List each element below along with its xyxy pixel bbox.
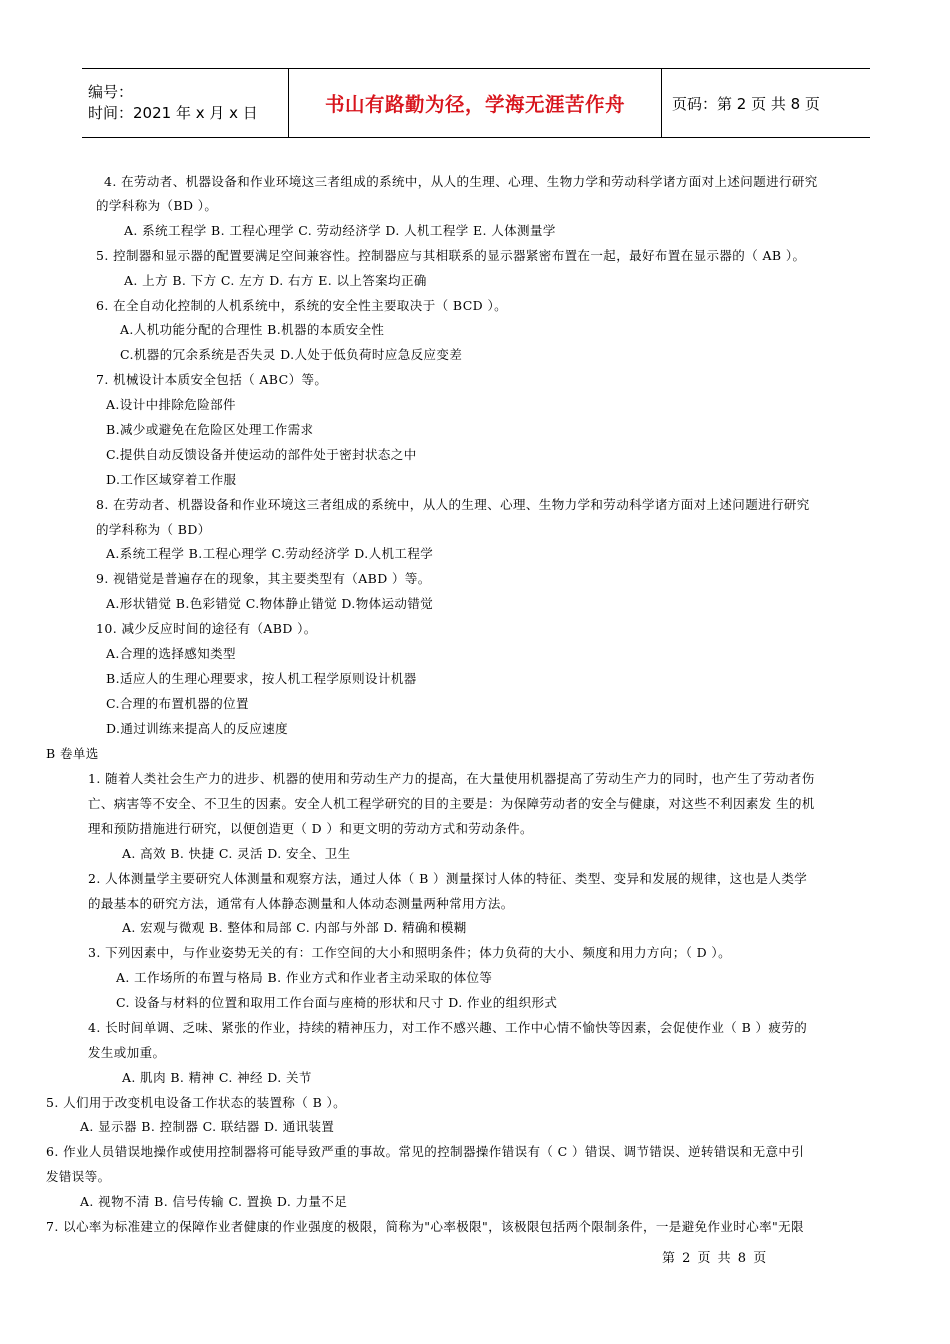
section-heading: B 卷单选 <box>46 746 99 761</box>
question-line: 4. 长时间单调、乏味、紧张的作业，持续的精神压力，对工作不感兴趣、工作中心情不愉快等因素，会促使作业（ B ）疲劳的 <box>88 1020 808 1035</box>
header-meta <box>82 69 288 137</box>
question-line: 7. 机械设计本质安全包括（ ABC）等。 <box>96 372 328 387</box>
question-line: 的最基本的研究方法，通常有人体静态测量和人体动态测量两种常用方法。 <box>88 896 514 911</box>
question-line: 的学科称为（BD ）。 <box>96 198 218 213</box>
question-line: 9. 视错觉是普遍存在的现象，其主要类型有（ABD ）等。 <box>96 571 431 586</box>
question-line: 理和预防措施进行研究，以便创造更（ D ）和更文明的劳动方式和劳动条件。 <box>88 821 533 836</box>
option-line: A.合理的选择感知类型 <box>106 646 236 661</box>
option-line: A. 视物不清 B. 信号传输 C. 置换 D. 力量不足 <box>80 1194 348 1209</box>
option-line: A.系统工程学 B.工程心理学 C.劳动经济学 D.人机工程学 <box>106 546 434 561</box>
page-footer: 第 2 页 共 8 页 <box>662 1251 768 1266</box>
document-date: 时间：2021 年 x 月 x 日 <box>88 104 258 122</box>
option-line: D.通过训练来提高人的反应速度 <box>106 721 289 736</box>
question-line: 2. 人体测量学主要研究人体测量和观察方法，通过人体（ B ）测量探讨人体的特征、类型、变异和发展的规律，这也是人类学 <box>88 871 808 886</box>
option-line: A. 高效 B. 快捷 C. 灵活 D. 安全、卫生 <box>122 846 351 861</box>
header-motto: 书山有路勤为径，学海无涯苦作舟 <box>288 69 662 137</box>
question-line: 亡、病害等不安全、不卫生的因素。安全人机工程学研究的目的主要是：为保障劳动者的安全与健康，对这些不利因素发 生的机 <box>88 796 815 811</box>
question-line: 4. 在劳动者、机器设备和作业环境这三者组成的系统中，从人的生理、心理、生物力学和劳动科学诸方面对上述问题进行研究 <box>104 174 818 189</box>
header-page-number: 页码：第 2 页 共 8 页 <box>672 94 820 113</box>
option-line: C.机器的冗余系统是否失灵 D.人处于低负荷时应急反应变差 <box>120 347 463 362</box>
question-line: 1. 随着人类社会生产力的进步、机器的使用和劳动生产力的提高，在大量使用机器提高了劳动生产力的同时，也产生了劳动者伤 <box>88 771 815 786</box>
option-line: C.合理的布置机器的位置 <box>106 696 249 711</box>
question-line: 发生或加重。 <box>88 1045 166 1060</box>
question-line: 3. 下列因素中，与作业姿势无关的有：工作空间的大小和照明条件；体力负荷的大小、频度和用力方向；（ D ）。 <box>88 945 731 960</box>
option-line: B.减少或避免在危险区处理工作需求 <box>106 422 314 437</box>
option-line: A. 系统工程学 B. 工程心理学 C. 劳动经济学 D. 人机工程学 E. 人体测量学 <box>124 223 556 238</box>
question-line: 6. 作业人员错误地操作或使用控制器将可能导致严重的事故。常见的控制器操作错误有（ C ）错误、调节错误、逆转错误和无意中引 <box>46 1144 805 1159</box>
option-line: A.人机功能分配的合理性 B.机器的本质安全性 <box>120 322 385 337</box>
question-line: 5. 人们用于改变机电设备工作状态的装置称（ B ）。 <box>46 1095 347 1110</box>
option-line: A.设计中排除危险部件 <box>106 397 236 412</box>
option-line: A. 上方 B. 下方 C. 左方 D. 右方 E. 以上答案均正确 <box>124 273 427 288</box>
question-line: 7. 以心率为标准建立的保障作业者健康的作业强度的极限，简称为"心率极限"，该极限包括两个限制条件，一是避免作业时心率"无限 <box>46 1219 804 1234</box>
question-line: 5. 控制器和显示器的配置要满足空间兼容性。控制器应与其相联系的显示器紧密布置在一起，最好布置在显示器的（ AB ）。 <box>96 248 806 263</box>
option-line: A. 宏观与微观 B. 整体和局部 C. 内部与外部 D. 精确和模糊 <box>122 920 467 935</box>
document-number-label: 编号： <box>88 83 134 101</box>
option-line: A. 工作场所的布置与格局 B. 作业方式和作业者主动采取的体位等 <box>116 970 493 985</box>
question-line: 8. 在劳动者、机器设备和作业环境这三者组成的系统中，从人的生理、心理、生物力学和劳动科学诸方面对上述问题进行研究 <box>96 497 810 512</box>
question-line: 发错误等。 <box>46 1169 111 1184</box>
option-line: A. 肌肉 B. 精神 C. 神经 D. 关节 <box>122 1070 312 1085</box>
page-header <box>82 68 870 138</box>
option-line: A.形状错觉 B.色彩错觉 C.物体静止错觉 D.物体运动错觉 <box>106 596 434 611</box>
question-line: 10. 减少反应时间的途径有（ABD ）。 <box>96 621 317 636</box>
question-line: 6. 在全自动化控制的人机系统中，系统的安全性主要取决于（ BCD ）。 <box>96 298 508 313</box>
option-line: D.工作区域穿着工作服 <box>106 472 237 487</box>
option-line: B.适应人的生理心理要求，按人机工程学原则设计机器 <box>106 671 417 686</box>
option-line: C.提供自动反馈设备并使运动的部件处于密封状态之中 <box>106 447 417 462</box>
option-line: A. 显示器 B. 控制器 C. 联结器 D. 通讯装置 <box>80 1119 335 1134</box>
option-line: C. 设备与材料的位置和取用工作台面与座椅的形状和尺寸 D. 作业的组织形式 <box>116 995 558 1010</box>
question-line: 的学科称为（ BD） <box>96 522 211 537</box>
